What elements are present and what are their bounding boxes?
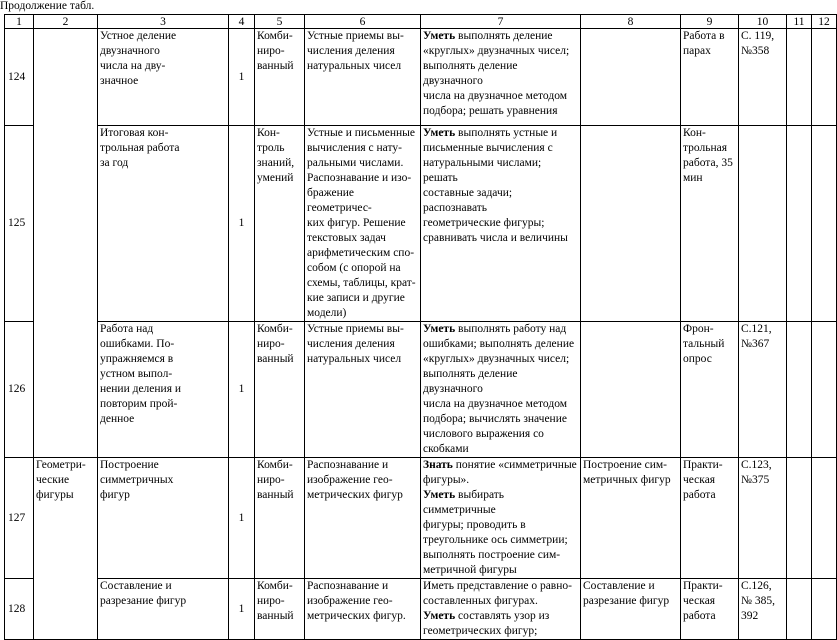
- empty-cell: [787, 126, 812, 322]
- header-cell: 2: [34, 15, 98, 29]
- lesson-type: Комби- ниро- ванный: [255, 322, 305, 458]
- lesson-concepts: Устные приемы вы- числения деления натуральных чисел: [305, 29, 421, 126]
- empty-cell: [812, 322, 837, 458]
- lesson-number: 126: [5, 322, 34, 458]
- lesson-topic: Построение симметричных фигур: [98, 458, 229, 579]
- skills-text: выполнять деление «круглых» двузначных чисел; выполнять деление двузначного числа на двузначное методом подбора; решать уравнения: [423, 30, 570, 117]
- lesson-number: 128: [5, 579, 34, 640]
- skills-keyword: Уметь: [423, 127, 456, 139]
- skills-text-2: выбирать симметричные фигуры; проводить в треугольнике ось симметрии; выполнять построение сим- метричной фигуры: [423, 489, 568, 576]
- lesson-skills: [421, 29, 581, 126]
- lesson-skills: [421, 322, 581, 458]
- section-title: Геометри- ческие фигуры: [34, 458, 98, 640]
- header-cell: 5: [255, 15, 305, 29]
- skills-text: выполнять работу над ошибками; выполнять деление «круглых» двузначных чисел; выполнять деление двузначного числа на двузначное методом подбора; вычислять значение числового выражения со скобками: [423, 323, 575, 455]
- table-row: [5, 322, 837, 458]
- table-caption: Продолжение табл.: [0, 0, 95, 12]
- table-row: [5, 579, 837, 640]
- header-row: [5, 15, 837, 29]
- header-cell: 12: [812, 15, 837, 29]
- lesson-number: 125: [5, 126, 34, 322]
- activity-cell: Построение сим- метричных фигур: [581, 458, 681, 579]
- header-cell: 6: [305, 15, 421, 29]
- header-cell: 11: [787, 15, 812, 29]
- empty-cell: [787, 458, 812, 579]
- skills-keyword: Знать: [423, 459, 453, 471]
- lesson-hours: 1: [229, 458, 255, 579]
- table-row: [5, 126, 837, 322]
- textbook-page: [739, 126, 787, 322]
- activity-cell: [581, 322, 681, 458]
- lesson-type: Комби- ниро- ванный: [255, 29, 305, 126]
- header-cell: 7: [421, 15, 581, 29]
- lesson-plan-table: [4, 14, 837, 640]
- lesson-concepts: Устные и письменные вычисления с нату- ральными числами. Распознавание и изо- бражение геометричес- ких фигур. Решение текстовых задач арифметическим спо- собом (с опорой на схемы, таблицы, крат- кие записи и другие модели): [305, 126, 421, 322]
- lesson-number: 124: [5, 29, 34, 126]
- lesson-hours: 1: [229, 126, 255, 322]
- control-form: Кон- трольная работа, 35 мин: [681, 126, 739, 322]
- skills-text-2: составлять узор из геометрических фигур;: [423, 610, 550, 637]
- header-cell: 9: [681, 15, 739, 29]
- textbook-page: С. 119, №358: [739, 29, 787, 126]
- activity-cell: [581, 126, 681, 322]
- empty-cell: [812, 458, 837, 579]
- skills-text: понятие «симметричные фигуры».: [423, 459, 577, 486]
- lesson-type: Комби- ниро- ванный: [255, 579, 305, 640]
- textbook-page: С.123, №375: [739, 458, 787, 579]
- skills-keyword: Уметь: [423, 323, 456, 335]
- control-form: Практи- ческая работа: [681, 579, 739, 640]
- skills-text: выполнять устные и письменные вычисления с натуральными числами; решать составные задачи; распознавать геометрические фигуры; сравнивать числа и величины: [423, 127, 568, 244]
- lesson-topic: Устное деление двузначного числа на дву- значное: [98, 29, 229, 126]
- lesson-concepts: Распознавание и изображение гео- метрических фигур.: [305, 579, 421, 640]
- control-form: Фрон- тальный опрос: [681, 322, 739, 458]
- table-row: [5, 29, 837, 126]
- lesson-type: Кон- троль знаний, умений: [255, 126, 305, 322]
- control-form: Работа в парах: [681, 29, 739, 126]
- table-row: [5, 458, 837, 579]
- skills-keyword-2: Уметь: [423, 489, 456, 501]
- skills-keyword-2: Уметь: [423, 610, 456, 622]
- lesson-hours: 1: [229, 579, 255, 640]
- lesson-topic: Работа над ошибками. По- упражняемся в устном выпол- нении деления и повторим прой- денное: [98, 322, 229, 458]
- lesson-hours: 1: [229, 322, 255, 458]
- lesson-concepts: Распознавание и изображение гео- метрических фигур: [305, 458, 421, 579]
- empty-cell: [812, 579, 837, 640]
- section-cell-empty: [34, 29, 98, 458]
- header-cell: 10: [739, 15, 787, 29]
- lesson-skills: [421, 458, 581, 579]
- activity-cell: [581, 29, 681, 126]
- empty-cell: [812, 126, 837, 322]
- lesson-skills: [421, 126, 581, 322]
- lesson-topic: Составление и разрезание фигур: [98, 579, 229, 640]
- empty-cell: [787, 322, 812, 458]
- skills-keyword: Уметь: [423, 30, 456, 42]
- header-cell: 3: [98, 15, 229, 29]
- activity-cell: Составление и разрезание фигур: [581, 579, 681, 640]
- lesson-hours: 1: [229, 29, 255, 126]
- lesson-number: 127: [5, 458, 34, 579]
- skills-text: Иметь представление о равно- составленных фигурах.: [423, 580, 572, 607]
- lesson-topic: Итоговая кон- трольная работа за год: [98, 126, 229, 322]
- textbook-page: С.126, № 385, 392: [739, 579, 787, 640]
- empty-cell: [787, 29, 812, 126]
- empty-cell: [787, 579, 812, 640]
- header-cell: 4: [229, 15, 255, 29]
- textbook-page: С.121, №367: [739, 322, 787, 458]
- header-cell: 1: [5, 15, 34, 29]
- lesson-concepts: Устные приемы вы- числения деления натуральных чисел: [305, 322, 421, 458]
- empty-cell: [812, 29, 837, 126]
- control-form: Практи- ческая работа: [681, 458, 739, 579]
- header-cell: 8: [581, 15, 681, 29]
- lesson-type: Комби- ниро- ванный: [255, 458, 305, 579]
- lesson-skills: [421, 579, 581, 640]
